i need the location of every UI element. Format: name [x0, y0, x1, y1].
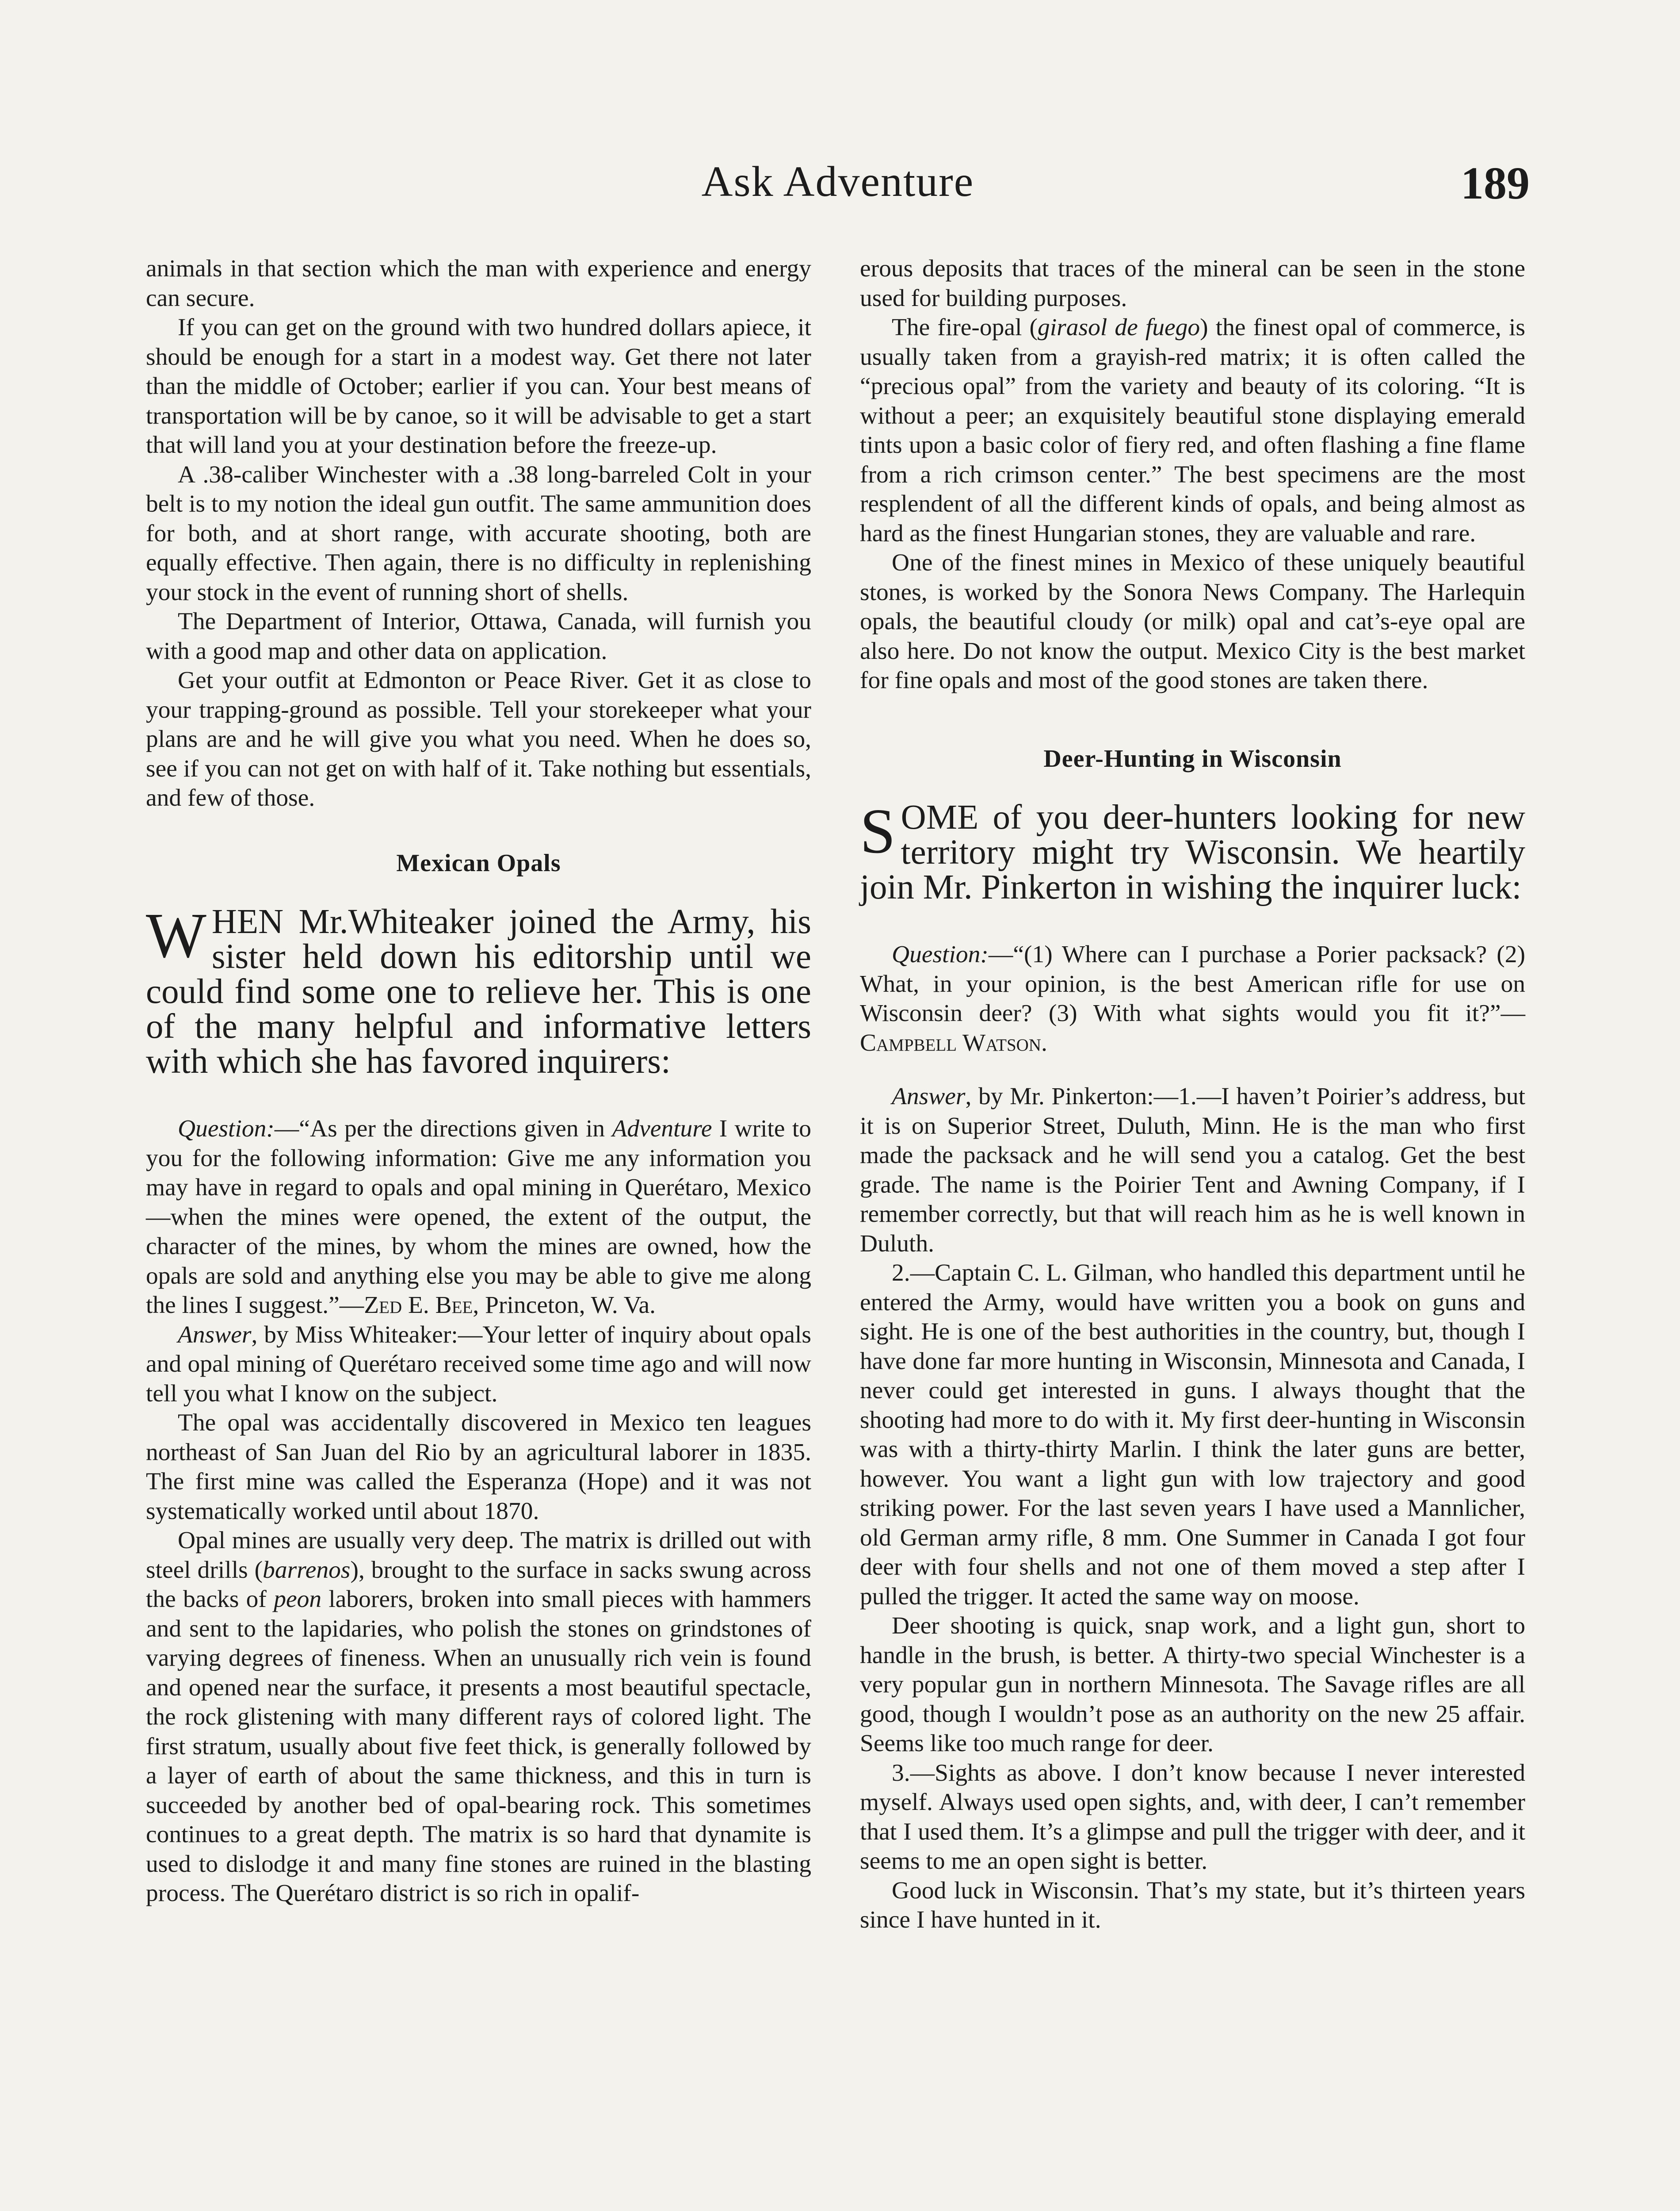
paragraph: 3.—Sights as above. I don’t know because I never interested myself. Always used open sights, and, with deer, I can’t remember that I used them. It’s a glimpse and pull the trigger with deer, and it seems to me an open sight is better. — [860, 1759, 1525, 1874]
paragraph: Get your outfit at Edmonton or Peace River. Get it as close to your trapping-ground as possible. Tell your storekeeper what your plans are and he will give you what you need. When he does so, see if you can not get on with half of it. Take nothing but essentials, and few of those. — [146, 667, 811, 811]
paragraph: Deer shooting is quick, snap work, and a light gun, short to handle in the brush, is better. A thirty-two special Winchester is a very popular gun in northern Minnesota. The Savage rifles are all good, though I wouldn’t pose as an authority on the new 25 affair. Seems like too much range for deer. — [860, 1612, 1525, 1757]
paragraph — [146, 1526, 811, 1909]
italic-term: barrenos — [263, 1556, 351, 1584]
question-paragraph — [146, 1114, 811, 1320]
drop-cap: S — [860, 796, 896, 867]
paragraph: The Department of Interior, Ottawa, Canada, will furnish you with a good map and other data on application. — [146, 608, 811, 665]
section-intro — [146, 900, 811, 1081]
paragraph: The opal was accidentally discovered in Mexico ten leagues northeast of San Juan del Rio by an agricultural laborer in 1835. The first mine was called the Esperanza (Hope) and it was not systematically worked until about 1870. — [146, 1409, 811, 1525]
question-text: —“As per the directions given in — [274, 1115, 612, 1142]
answer-paragraph — [146, 1320, 811, 1409]
paragraph: If you can get on the ground with two hundred dollars apiece, it should be enough for a start in a modest way. Get there not later than the middle of October; earlier if you can. Your best means of transportation will be by canoe, so it will be advisable to get a start that will land you at your destination before the freeze-up. — [146, 314, 811, 459]
intro-text: HEN Mr.Whiteaker joined the Army, his sister held down his editorship until we could find some one to relieve her. This is one of the many helpful and informative letters with which she has favored inquirers: — [146, 903, 811, 1081]
question-label: Question: — [178, 1115, 275, 1142]
drop-cap: W — [146, 900, 206, 971]
answer-paragraph — [860, 1082, 1525, 1259]
page-header — [146, 157, 1530, 228]
paragraph: 2.—Captain C. L. Gilman, who handled this department until he entered the Army, would have written you a book on guns and sight. He is one of the best authorities in the country, but, though I have done far more hunting in Wisconsin, Minnesota and Canada, I never could get interested in guns. I always thought that the shooting had more to do with it. My first deer-hunting in Wisconsin was with a thirty-thirty Marlin. I think the later guns are better, however. You want a light gun with low trajectory and good striking power. For the last seven years I have used a Mannlicher, old German army rifle, 8 mm. One Summer in Canada I got four deer with four shells and not one of them moved a step after I pulled the trigger. It acted the same way on moose. — [860, 1259, 1525, 1610]
paragraph-text: Opal mines are usually very deep. The matrix is drilled out with steel drills ( — [146, 1527, 811, 1584]
paragraph: One of the finest mines in Mexico of these uniquely beautiful stones, is worked by the Sonora News Company. The Harlequin opals, the beautiful cloudy (or milk) opal and cat’s-eye opal are also here. Do not know the output. Mexico City is the best market for fine opals and most of the good stones are taken there. — [860, 549, 1525, 694]
question-paragraph — [860, 940, 1525, 1058]
paragraph-text: laborers, broken into small pieces with hammers and sent to the lapidaries, who polish the stones on grindstones of varying degrees of fineness. When an unusually rich vein is found and opened near the surface, it presents a most beautiful spectacle, the rock glistening with many different rays of colored light. The first stratum, usually about five feet thick, is generally followed by a layer of earth of about the same thickness, and this in turn is succeeded by another bed of opal-bearing rock. This sometimes continues to a great depth. The matrix is so hard that dynamite is used to dislodge it and many fine stones are ruined in the blasting process. The Querétaro district is so rich in opalif- — [146, 1586, 811, 1907]
question-text: —“(1) Where can I purchase a Porier packsack? (2) What, in your opinion, is the best American rifle for use on Wisconsin deer? (3) With what sights would you fit it?”— — [860, 941, 1525, 1027]
paragraph-text: ) the finest opal of commerce, is usually taken from a grayish-red matrix; it is often called the “precious opal” from the variety and beauty of its coloring. “It is without a peer; an exquisitely beautiful stone displaying emerald tints upon a basic color of fiery red, and often flashing a fine flame from a rich crimson center.” The best specimens are the most resplendent of all the different kinds of opals, and being almost as hard as the finest Hungarian stones, they are valuable and rare. — [860, 314, 1525, 547]
section-intro — [860, 796, 1525, 907]
signature: Zed E. Bee — [364, 1292, 473, 1319]
paragraph-text: The fire-opal ( — [892, 314, 1038, 341]
section-heading-mexican-opals: Mexican Opals — [396, 849, 561, 877]
question-text: I write to you for the following information: Give me any information you may have in regard to opals and opal mining in Querétaro, Mexico—when the mines were opened, the extent of the output, the character of the mines, by whom the mines are owned, how the opals are sold and anything else you may be able to give me along the lines I suggest.”— — [146, 1115, 812, 1319]
paragraph: A .38-caliber Winchester with a .38 long-barreled Colt in your belt is to my notion the ideal gun outfit. The same ammunition does for both, and at short range, with accurate shooting, both are equally effective. Then again, there is no difficulty in replenishing your stock in the event of running short of shells. — [146, 461, 811, 606]
signature: Campbell Watson. — [860, 1029, 1047, 1056]
magazine-title: Adventure — [612, 1115, 712, 1142]
page-number: 189 — [1461, 158, 1530, 209]
left-column — [146, 254, 811, 1909]
paragraph: animals in that section which the man with experience and energy can secure. — [146, 255, 811, 312]
signature-place: , Princeton, W. Va. — [473, 1292, 656, 1319]
answer-text: , by Miss Whiteaker:—Your letter of inquiry about opals and opal mining of Querétaro received some time ago and will now tell you what I know on the subject. — [146, 1321, 811, 1407]
paragraph: erous deposits that traces of the mineral can be seen in the stone used for building purposes. — [860, 255, 1525, 312]
answer-label: Answer — [178, 1321, 252, 1348]
section-heading-deer-hunting: Deer-Hunting in Wisconsin — [1043, 745, 1342, 773]
paragraph — [860, 313, 1525, 548]
paragraph-text: ), brought to the surface in sacks swung across the backs of — [146, 1556, 811, 1613]
italic-term: girasol de fuego — [1037, 314, 1200, 341]
intro-text: OME of you deer-hunters looking for new territory might try Wisconsin. We heartily join Mr. Pinkerton in wishing the inquirer luck: — [860, 798, 1525, 907]
italic-term: peon — [274, 1586, 322, 1613]
answer-text: , by Mr. Pinkerton:—1.—I haven’t Poirier’s address, but it is on Superior Street, Duluth, Minn. He is the man who first made the packsack and he will send you a catalog. Get the best grade. The name is the Poirier Tent and Awning Company, if I remember correctly, but that will reach him as he is well known in Duluth. — [860, 1083, 1525, 1257]
paragraph: Good luck in Wisconsin. That’s my state, but it’s thirteen years since I have hunted in it. — [860, 1877, 1525, 1933]
running-title: Ask Adventure — [701, 158, 974, 206]
right-column — [860, 254, 1525, 1935]
answer-label: Answer — [892, 1083, 966, 1110]
question-label: Question: — [892, 941, 989, 968]
